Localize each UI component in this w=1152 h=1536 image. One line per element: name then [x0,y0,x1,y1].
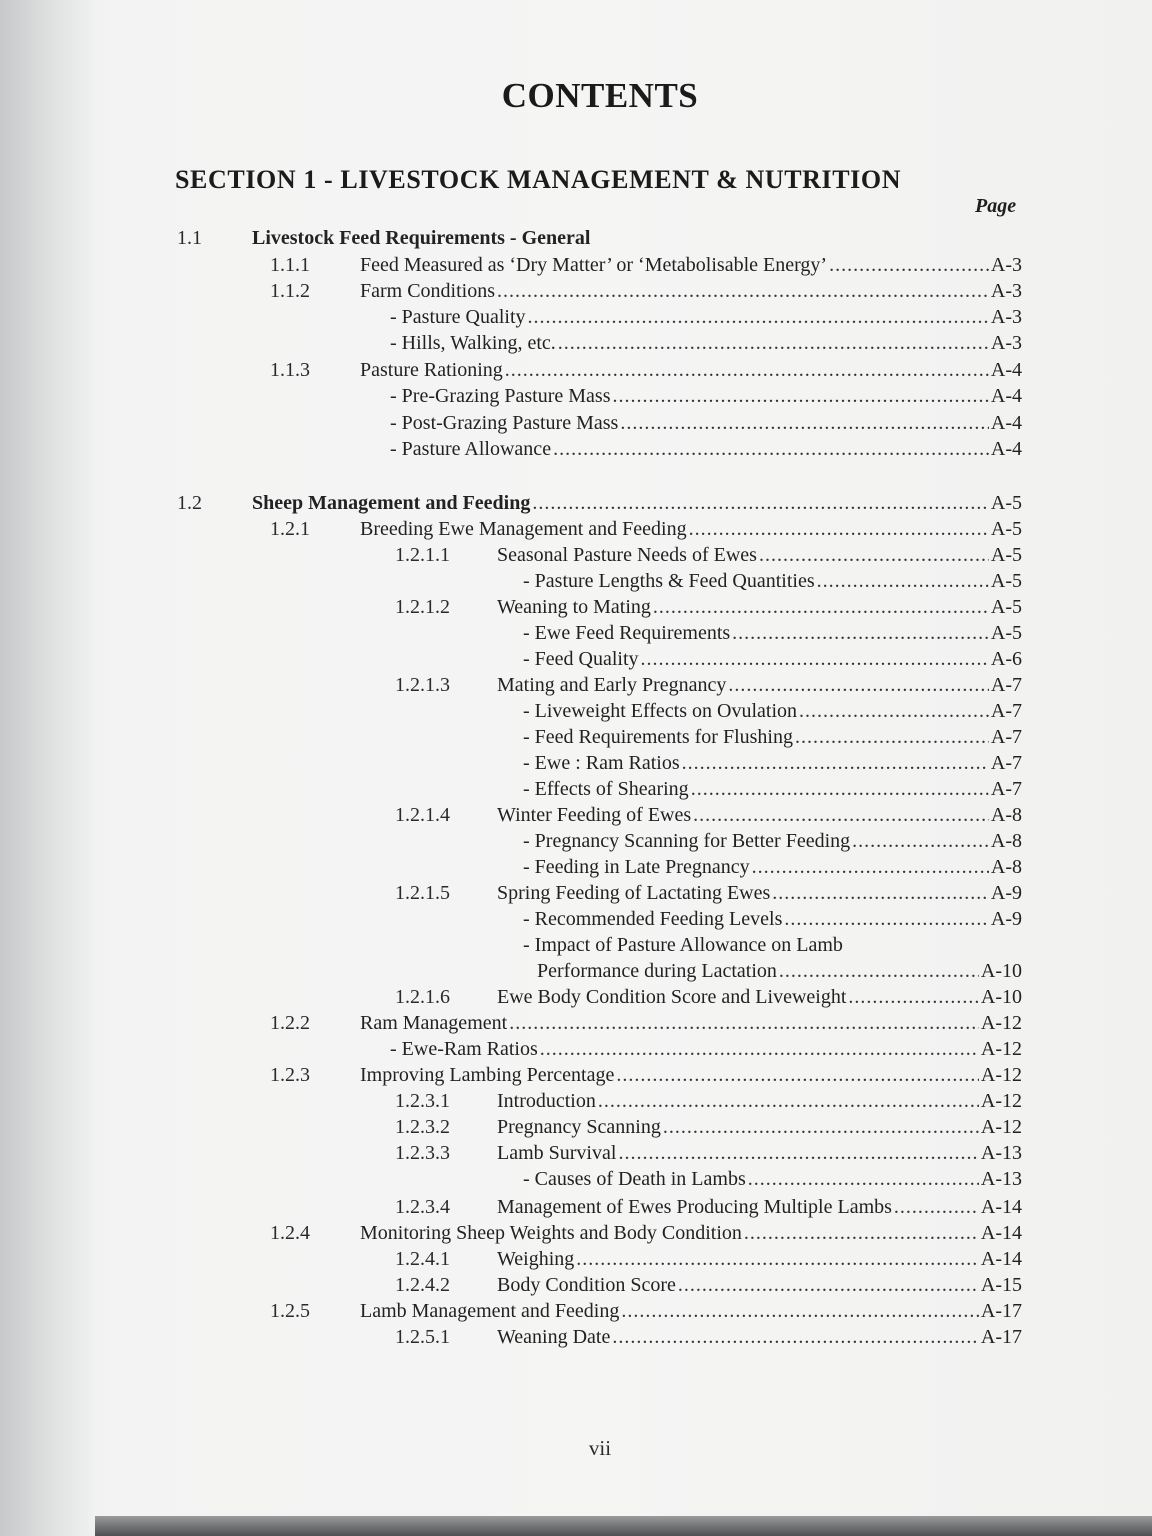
toc-page-number: A-4 [990,412,1022,434]
toc-number: 1.2.3 [270,1064,310,1086]
dot-leader [618,1140,978,1166]
dot-leader [678,1272,979,1298]
dot-leader [616,1062,979,1088]
dot-leader [784,906,989,932]
toc-number: 1.2.1.5 [395,882,450,904]
page-title: CONTENTS [501,76,699,115]
toc-row [0,1088,1152,1114]
toc-page-number: A-8 [990,856,1022,878]
toc-page-number: A-17 [980,1300,1022,1322]
toc-label: Lamb Management and Feeding [360,1300,620,1322]
toc-page-number: A-4 [990,438,1022,460]
dot-leader [894,1194,979,1220]
toc-row [0,1220,1152,1246]
toc-page-number: A-12 [980,1116,1022,1138]
dot-leader [689,516,989,542]
toc-row [0,854,1152,880]
dot-leader [621,1298,979,1324]
toc-page-number: A-5 [990,518,1022,540]
dot-leader [732,620,989,646]
toc-number: 1.2.5 [270,1300,310,1322]
toc-number: 1.2.1.3 [395,674,450,696]
toc-row [0,516,1152,542]
toc-page-number: A-13 [980,1142,1022,1164]
toc-row [0,542,1152,568]
toc-row [0,225,1152,251]
dot-leader [612,1324,979,1350]
toc-label: Pregnancy Scanning [497,1116,661,1138]
dot-leader [852,828,989,854]
toc-page-number: A-10 [980,960,1022,982]
toc-label: - Ewe : Ram Ratios [523,752,680,774]
toc-label: Weaning Date [497,1326,611,1348]
toc-page-number: A-7 [990,674,1022,696]
toc-page-number: A-5 [990,570,1022,592]
toc-label: Farm Conditions [360,280,496,302]
toc-page-number: A-14 [980,1222,1022,1244]
toc-page-number: A-3 [990,254,1022,276]
toc-page-number: A-10 [980,986,1022,1008]
dot-leader [728,672,989,698]
toc-page-number: A-12 [980,1012,1022,1034]
toc-page-number: A-7 [990,726,1022,748]
toc-label: - Post-Grazing Pasture Mass [390,412,619,434]
toc-page-number: A-7 [990,778,1022,800]
toc-row [0,436,1152,462]
toc-page-number: A-5 [990,622,1022,644]
page-column-label: Page [975,195,1017,217]
toc-number: 1.2.4 [270,1222,310,1244]
toc-number: 1.2 [177,492,202,514]
toc-row [0,646,1152,672]
toc-row [0,724,1152,750]
toc-label: - Pasture Lengths & Feed Quantities [523,570,815,592]
dot-leader [759,542,989,568]
dot-leader [663,1114,979,1140]
toc-row [0,672,1152,698]
toc-label: Body Condition Score [497,1274,676,1296]
toc-label: Weaning to Mating [497,596,651,618]
dot-leader [505,357,989,383]
toc-number: 1.1.2 [270,280,310,302]
toc-label: - Effects of Shearing [523,778,689,800]
toc-number: 1.2.3.1 [395,1090,450,1112]
toc-page-number: A-8 [990,830,1022,852]
toc-number: 1.2.1.6 [395,986,450,1008]
toc-row [0,594,1152,620]
toc-label: - Pasture Allowance [390,438,552,460]
toc-label: Winter Feeding of Ewes [497,804,692,826]
toc-row [0,776,1152,802]
toc-label: - Ewe Feed Requirements [523,622,731,644]
toc-page-number: A-15 [980,1274,1022,1296]
toc-label: Seasonal Pasture Needs of Ewes [497,544,757,566]
toc-label: - Recommended Feeding Levels [523,908,783,930]
toc-page-number: A-14 [980,1248,1022,1270]
toc-page-number: A-7 [990,700,1022,722]
toc-row [0,620,1152,646]
toc-label: Mating and Early Pregnancy [497,674,727,696]
toc-row [0,1298,1152,1324]
toc-label: - Feeding in Late Pregnancy [523,856,750,878]
toc-label: Lamb Survival [497,1142,617,1164]
toc-number: 1.2.4.2 [395,1274,450,1296]
toc-row [0,1036,1152,1062]
toc-number: 1.1.3 [270,359,310,381]
toc-row [0,1166,1152,1192]
toc-label: Breeding Ewe Management and Feeding [360,518,687,540]
toc-row [0,304,1152,330]
toc-number: 1.2.3.4 [395,1196,450,1218]
dot-leader [829,252,989,278]
toc-label: Monitoring Sheep Weights and Body Condition [360,1222,742,1244]
toc-label: - Pre-Grazing Pasture Mass [390,385,611,407]
toc-row [0,568,1152,594]
toc-label: Ram Management [360,1012,508,1034]
dot-leader [799,698,989,724]
toc-row [0,984,1152,1010]
dot-leader [576,1246,979,1272]
toc-row [0,1114,1152,1140]
toc-number: 1.2.1.2 [395,596,450,618]
dot-leader [528,304,989,330]
toc-row [0,880,1152,906]
dot-leader [748,1166,979,1192]
toc-label: - Pregnancy Scanning for Better Feeding [523,830,851,852]
dot-leader [744,1220,979,1246]
toc-label: Ewe Body Condition Score and Liveweight [497,986,847,1008]
toc-number: 1.2.1.1 [395,544,450,566]
toc-page-number: A-3 [990,332,1022,354]
toc-page-number: A-9 [990,882,1022,904]
toc-row [0,1140,1152,1166]
dot-leader [497,278,989,304]
toc-number: 1.1.1 [270,254,310,276]
toc-row [0,278,1152,304]
dot-leader [532,490,989,516]
toc-page-number: A-5 [990,492,1022,514]
toc-label: - Feed Requirements for Flushing [523,726,793,748]
toc-page-number: A-14 [980,1196,1022,1218]
toc-page-number: A-5 [990,544,1022,566]
toc-label: Livestock Feed Requirements - General [252,227,591,249]
toc-page-number: A-3 [990,306,1022,328]
toc-label: - Feed Quality [523,648,639,670]
dot-leader [691,776,989,802]
page-bottom-edge [95,1516,1152,1536]
dot-leader [693,802,989,828]
toc-label: Feed Measured as ‘Dry Matter’ or ‘Metabolisable Energy’ [360,254,828,276]
toc-label: Pasture Rationing [360,359,503,381]
toc-number: 1.1 [177,227,202,249]
toc-row [0,1062,1152,1088]
toc-row [0,330,1152,356]
toc-row [0,802,1152,828]
toc-row [0,410,1152,436]
toc-number: 1.2.5.1 [395,1326,450,1348]
toc-number: 1.2.1.4 [395,804,450,826]
dot-leader [795,724,989,750]
dot-leader [620,410,989,436]
dot-leader [772,880,989,906]
toc-label: Introduction [497,1090,596,1112]
dot-leader [817,568,989,594]
toc-label: - Impact of Pasture Allowance on Lamb [523,934,843,956]
toc-page-number: A-12 [980,1090,1022,1112]
toc-page-number: A-6 [990,648,1022,670]
toc-label: - Liveweight Effects on Ovulation [523,700,798,722]
toc-row [0,958,1152,984]
toc-label: - Causes of Death in Lambs [523,1168,746,1190]
toc-number: 1.2.3.3 [395,1142,450,1164]
toc-label: Weighing [497,1248,575,1270]
toc-page-number: A-4 [990,385,1022,407]
toc-label: - Pasture Quality [390,306,526,328]
toc-row [0,1272,1152,1298]
toc-label: Management of Ewes Producing Multiple Lambs [497,1196,892,1218]
dot-leader [558,330,989,356]
toc-row [0,357,1152,383]
toc-page-number: A-12 [980,1064,1022,1086]
toc-label: - Ewe-Ram Ratios [390,1038,538,1060]
toc-number: 1.2.4.1 [395,1248,450,1270]
dot-leader [540,1036,979,1062]
toc-row [0,383,1152,409]
dot-leader [848,984,979,1010]
toc-label: - Hills, Walking, etc. [390,332,556,354]
dot-leader [613,383,989,409]
toc-page-number: A-12 [980,1038,1022,1060]
toc-row [0,828,1152,854]
toc-page-number: A-3 [990,280,1022,302]
toc-page-number: A-7 [990,752,1022,774]
toc-number: 1.2.2 [270,1012,310,1034]
toc-page-number: A-8 [990,804,1022,826]
dot-leader [641,646,989,672]
dot-leader [598,1088,979,1114]
toc-row [0,906,1152,932]
toc-number: 1.2.3.2 [395,1116,450,1138]
toc-row [0,490,1152,516]
dot-leader [509,1010,979,1036]
toc-page-number: A-9 [990,908,1022,930]
page-folio: vii [588,1436,612,1460]
dot-leader [653,594,989,620]
toc-row [0,698,1152,724]
toc-row [0,252,1152,278]
toc-row [0,1194,1152,1220]
section-heading: SECTION 1 - LIVESTOCK MANAGEMENT & NUTRITION [175,165,902,194]
toc-label: Spring Feeding of Lactating Ewes [497,882,771,904]
toc-label: Sheep Management and Feeding [252,492,531,514]
dot-leader [752,854,989,880]
dot-leader [779,958,979,984]
toc-page-number: A-5 [990,596,1022,618]
toc-number: 1.2.1 [270,518,310,540]
toc-label: Improving Lambing Percentage [360,1064,615,1086]
toc-page-number: A-4 [990,359,1022,381]
toc-row [0,1324,1152,1350]
toc-row [0,932,1152,958]
toc-page-number: A-17 [980,1326,1022,1348]
toc-label: Performance during Lactation [537,960,777,982]
toc-page-number: A-13 [980,1168,1022,1190]
dot-leader [682,750,989,776]
toc-row [0,750,1152,776]
toc-row [0,1010,1152,1036]
dot-leader [553,436,989,462]
toc-row [0,1246,1152,1272]
